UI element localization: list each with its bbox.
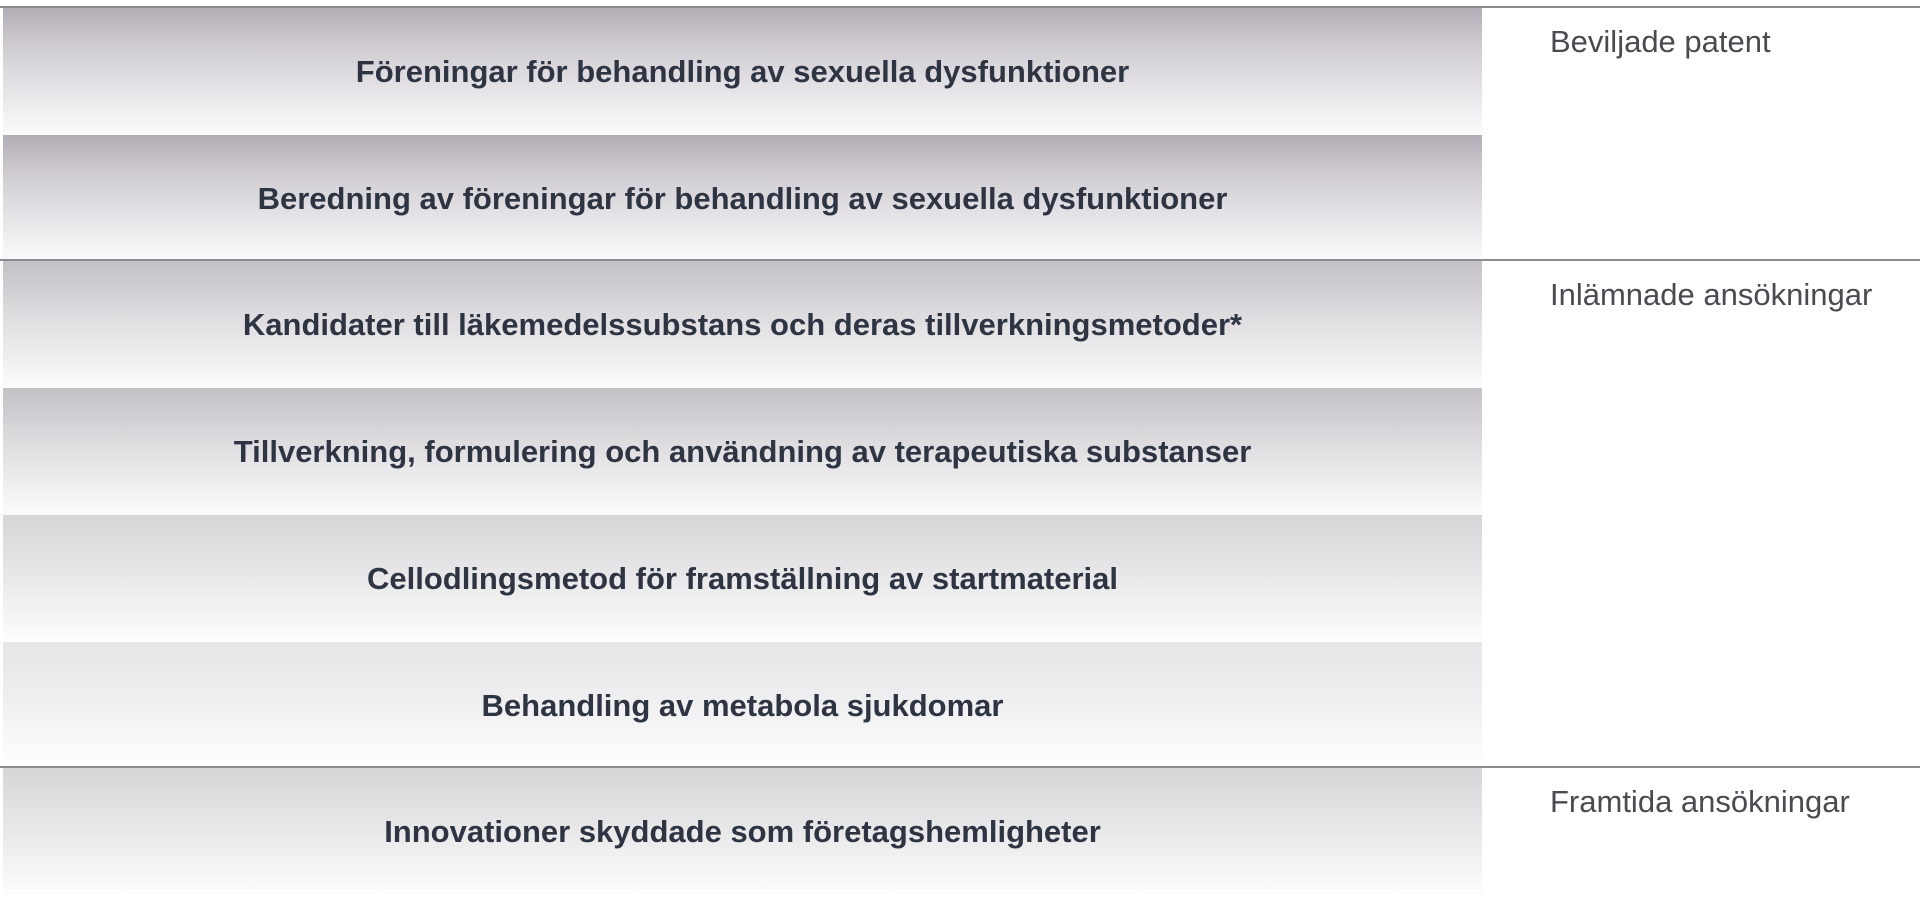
group-label-granted: Beviljade patent bbox=[1550, 24, 1771, 59]
list-item: Behandling av metabola sjukdomar bbox=[3, 642, 1482, 769]
list-item: Kandidater till läkemedelssubstans och deras tillverkningsmetoder* bbox=[3, 261, 1482, 388]
list-item: Innovationer skyddade som företagshemligheter bbox=[3, 768, 1482, 895]
group-granted-patents bbox=[0, 6, 1920, 259]
list-item: Cellodlingsmetod för framställning av startmaterial bbox=[3, 515, 1482, 642]
list-item: Föreningar för behandling av sexuella dysfunktioner bbox=[3, 8, 1482, 135]
list-item: Beredning av föreningar för behandling av sexuella dysfunktioner bbox=[3, 135, 1482, 262]
group-filed-applications bbox=[0, 259, 1920, 766]
list-item: Tillverkning, formulering och användning av terapeutiska substanser bbox=[3, 388, 1482, 515]
filed-applications-list bbox=[3, 261, 1482, 769]
group-label-future: Framtida ansökningar bbox=[1550, 784, 1850, 819]
group-future-applications bbox=[0, 766, 1920, 909]
group-label-filed: Inlämnade ansökningar bbox=[1550, 277, 1873, 312]
future-applications-list bbox=[3, 768, 1482, 895]
granted-patents-list bbox=[3, 8, 1482, 262]
